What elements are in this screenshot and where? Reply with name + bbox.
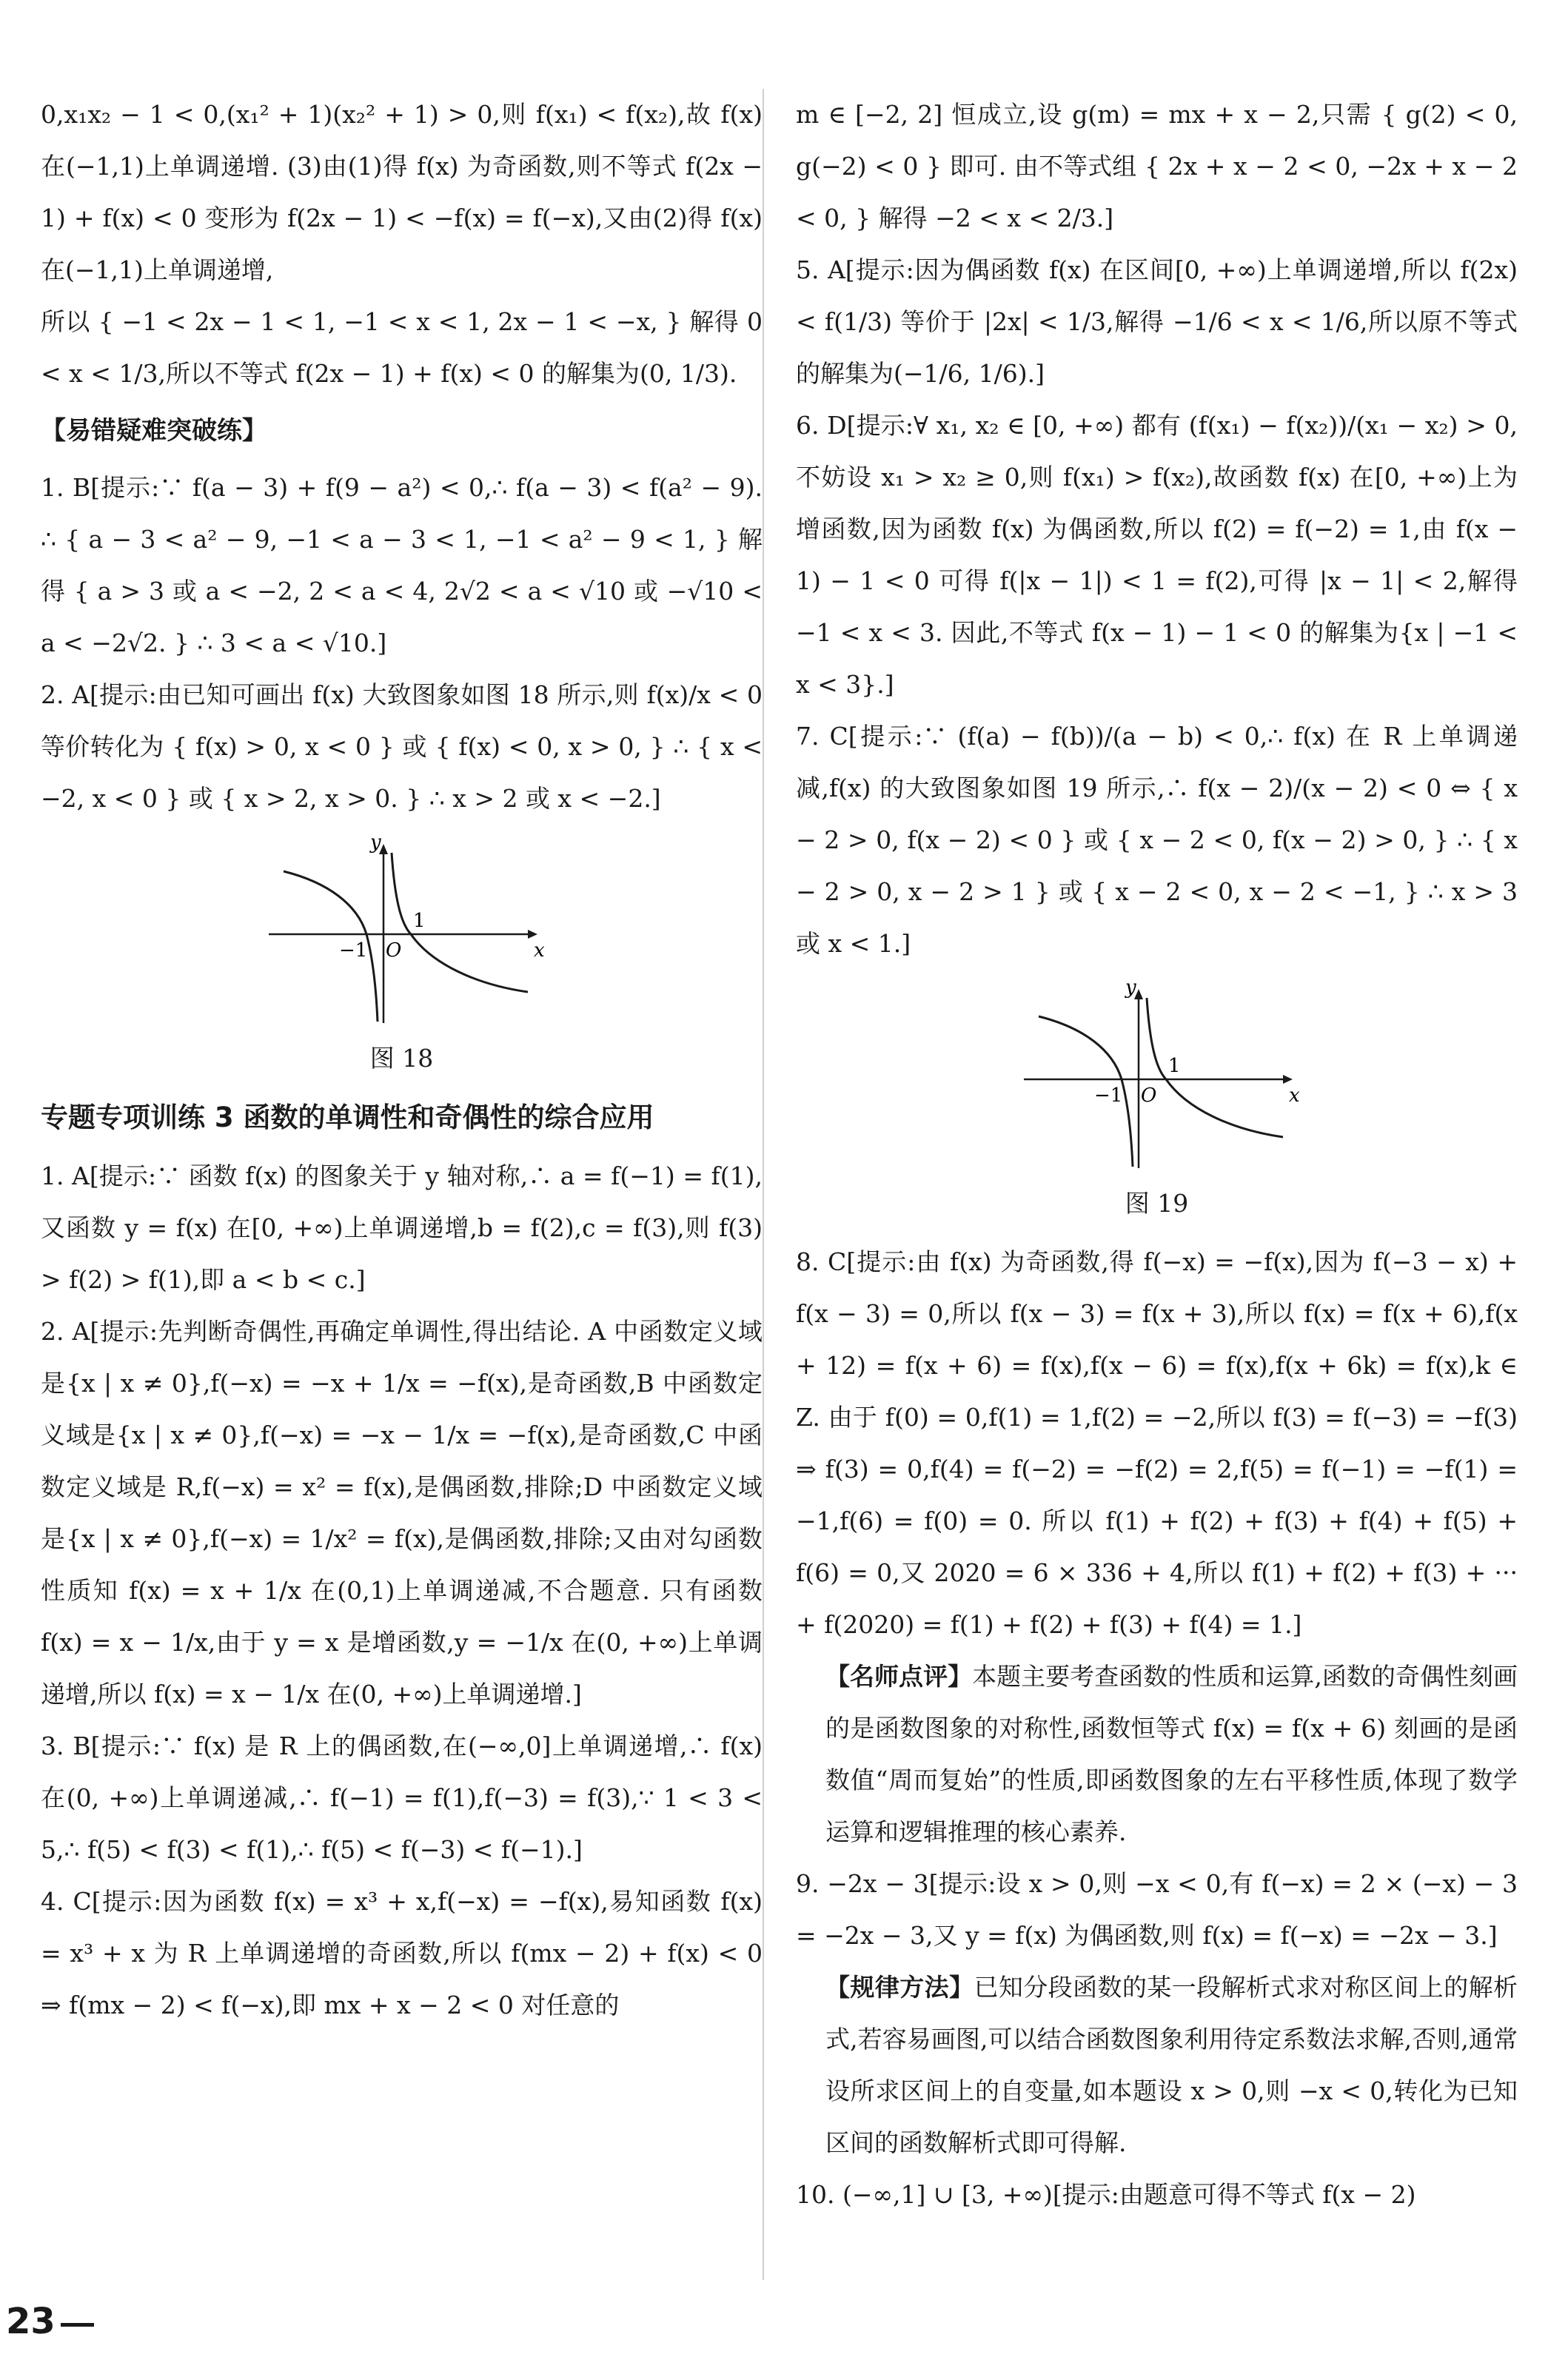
column-divider bbox=[763, 89, 764, 2280]
section-title-error-prone: 【易错疑难突破练】 bbox=[41, 416, 267, 446]
solution-conclusion-text: 所以 { −1 < 2x − 1 < 1, −1 < x < 1, 2x − 1 < −x, } 解得 0 < x < 1/3,所以不等式 f(2x − 1) + f(x) < 0 的解集为(0, 1/3). bbox=[41, 307, 763, 388]
method-note-tag: 【规律方法】 bbox=[825, 1973, 974, 2002]
neg-one-label: −1 bbox=[338, 939, 367, 962]
x-axis-arrow bbox=[1283, 1075, 1293, 1084]
figure-18-graph bbox=[254, 838, 550, 1030]
curve-right-branch bbox=[392, 853, 528, 992]
origin-label: O bbox=[1140, 1084, 1156, 1107]
training-item-7: 7. C[提示:∵ (f(a) − f(b))/(a − b) < 0,∴ f(x) 在 R 上单调递减,f(x) 的大致图象如图 19 所示,∴ f(x − 2)/(x − 2) < 0 ⇔ { x − 2 > 0, f(x − 2) < 0 } 或 { x − 2 < 0, f(x − 2) > 0, } ∴ { x − 2 > 0, x − 2 > 1 } 或 { x − 2 < 0, x − 2 < −1, } ∴ x > 3 或 x < 1.] bbox=[796, 722, 1518, 958]
x-axis-label: x bbox=[533, 939, 545, 962]
figure-19-caption: 图 19 bbox=[1125, 1189, 1189, 1218]
training-item-1: 1. A[提示:∵ 函数 f(x) 的图象关于 y 轴对称,∴ a = f(−1) = f(1),又函数 y = f(x) 在[0, +∞)上单调递增,b = f(2),c = f(3),则 f(3) > f(2) > f(1),即 a < b < c.] bbox=[41, 1161, 763, 1294]
pos-one-label: 1 bbox=[1167, 1055, 1181, 1077]
y-axis-label: y bbox=[369, 838, 381, 854]
left-column bbox=[41, 89, 763, 2031]
training-item-3: 3. B[提示:∵ f(x) 是 R 上的偶函数,在(−∞,0]上单调递增,∴ f(x) 在(0, +∞)上单调递减,∴ f(−1) = f(1),f(−3) = f(3),∵ 1 < 3 < 5,∴ f(5) < f(3) < f(1),∴ f(5) < f(−3) < f(−1).] bbox=[41, 1731, 763, 1864]
figure-18-caption: 图 18 bbox=[369, 1044, 434, 1073]
page-number: 23 bbox=[6, 2301, 56, 2342]
teacher-comment-tag: 【名师点评】 bbox=[825, 1662, 973, 1691]
training-item-6: 6. D[提示:∀ x₁, x₂ ∈ [0, +∞) 都有 (f(x₁) − f(x₂))/(x₁ − x₂) > 0,不妨设 x₁ > x₂ ≥ 0,则 f(x₁) > f(x₂),故函数 f(x) 在[0, +∞)上为增函数,因为函数 f(x) 为偶函数,所以 f(2) = f(−2) = 1,由 f(x − 1) − 1 < 0 可得 f(|x − 1|) < 1 = f(2),可得 |x − 1| < 2,解得 −1 < x < 3. 因此,不等式 f(x − 1) − 1 < 0 的解集为{x | −1 < x < 3}.] bbox=[796, 411, 1518, 699]
pos-one-label: 1 bbox=[412, 910, 426, 932]
right-column bbox=[796, 89, 1518, 2221]
method-note-text: 已知分段函数的某一段解析式求对称区间上的解析式,若容易画图,可以结合函数图象利用待定系数法求解,否则,通常设所求区间上的自变量,如本题设 x > 0,则 −x < 0,转化为已知区间的函数解析式即可得解. bbox=[825, 1973, 1518, 2157]
answer-item-1: 1. B[提示:∵ f(a − 3) + f(9 − a²) < 0,∴ f(a − 3) < f(a² − 9). ∴ { a − 3 < a² − 9, −1 < a − 3 < 1, −1 < a² − 9 < 1, } 解得 { a > 3 或 a < −2, 2 < a < 4, 2√2 < a < √10 或 −√10 < a < −2√2. } ∴ 3 < a < √10.] bbox=[41, 473, 763, 657]
x-axis-label: x bbox=[1288, 1084, 1300, 1107]
figure-19-graph bbox=[1009, 983, 1305, 1176]
training-item-9: 9. −2x − 3[提示:设 x > 0,则 −x < 0,有 f(−x) = 2 × (−x) − 3 = −2x − 3,又 y = f(x) 为偶函数,则 f(x) = f(−x) = −2x − 3.] bbox=[796, 1869, 1518, 1950]
training-item-8: 8. C[提示:由 f(x) 为奇函数,得 f(−x) = −f(x),因为 f(−3 − x) + f(x − 3) = 0,所以 f(x − 3) = f(x + 3),所以 f(x) = f(x + 6),f(x + 12) = f(x + 6) = f(x),f(x − 6) = f(x),f(x + 6k) = f(x),k ∈ Z. 由于 f(0) = 0,f(1) = 1,f(2) = −2,所以 f(3) = f(−3) = −f(3) ⇒ f(3) = 0,f(4) = f(−2) = −f(2) = 2,f(5) = f(−1) = −f(1) = −1,f(6) = f(0) = 0. 所以 f(1) + f(2) + f(3) + f(4) + f(5) + f(6) = 0,又 2020 = 6 × 336 + 4,所以 f(1) + f(2) + f(3) + ··· + f(2020) = f(1) + f(2) + f(3) + f(4) = 1.] bbox=[796, 1247, 1518, 1639]
teacher-comment bbox=[796, 1651, 1518, 1858]
x-axis-arrow bbox=[528, 930, 537, 939]
training-item-4: 4. C[提示:因为函数 f(x) = x³ + x,f(−x) = −f(x),易知函数 f(x) = x³ + x 为 R 上单调递增的奇函数,所以 f(mx − 2) + f(x) < 0 ⇒ f(mx − 2) < f(−x),即 mx + x − 2 < 0 对任意的 bbox=[41, 1887, 763, 2019]
teacher-comment-text: 本题主要考查函数的性质和运算,函数的奇偶性刻画的是函数图象的对称性,函数恒等式 f(x) = f(x + 6) 刻画的是函数值“周而复始”的性质,即函数图象的左右平移性质,体现了数学运算和逻辑推理的核心素养. bbox=[825, 1662, 1518, 1846]
figure-18 bbox=[254, 838, 550, 1030]
training-item-10: 10. (−∞,1] ∪ [3, +∞)[提示:由题意可得不等式 f(x − 2) bbox=[796, 2180, 1416, 2209]
figure-19 bbox=[1009, 983, 1305, 1176]
page-number-rule bbox=[61, 2323, 94, 2327]
curve-right-branch bbox=[1147, 998, 1283, 1137]
training-item-4-continued: m ∈ [−2, 2] 恒成立,设 g(m) = mx + x − 2,只需 { g(2) < 0, g(−2) < 0 } 即可. 由不等式组 { 2x + x − 2 < 0, −2x + x − 2 < 0, } 解得 −2 < x < 2/3.] bbox=[796, 100, 1518, 232]
training-item-2: 2. A[提示:先判断奇偶性,再确定单调性,得出结论. A 中函数定义域是{x | x ≠ 0},f(−x) = −x + 1/x = −f(x),是奇函数,B 中函数定义域是{x | x ≠ 0},f(−x) = −x − 1/x = −f(x),是奇函数,C 中函数定义域是 R,f(−x) = x² = f(x),是偶函数,排除;D 中函数定义域是{x | x ≠ 0},f(−x) = 1/x² = f(x),是偶函数,排除;又由对勾函数性质知 f(x) = x + 1/x 在(0,1)上单调递减,不合题意. 只有函数 f(x) = x − 1/x,由于 y = x 是增函数,y = −1/x 在(0, +∞)上单调递增,所以 f(x) = x − 1/x 在(0, +∞)上单调递增.] bbox=[41, 1317, 763, 1709]
method-note bbox=[796, 1962, 1518, 2169]
answer-item-2: 2. A[提示:由已知可画出 f(x) 大致图象如图 18 所示,则 f(x)/x < 0 等价转化为 { f(x) > 0, x < 0 } 或 { f(x) < 0, x > 0, } ∴ { x < −2, x < 0 } 或 { x > 2, x > 0. } ∴ x > 2 或 x < −2.] bbox=[41, 680, 763, 813]
training-item-5: 5. A[提示:因为偶函数 f(x) 在区间[0, +∞)上单调递增,所以 f(2x) < f(1/3) 等价于 |2x| < 1/3,解得 −1/6 < x < 1/6,所以原不等式的解集为(−1/6, 1/6).] bbox=[796, 255, 1518, 388]
section-title-special-training: 专题专项训练 3 函数的单调性和奇偶性的综合应用 bbox=[41, 1102, 654, 1133]
continued-solution-text: 0,x₁x₂ − 1 < 0,(x₁² + 1)(x₂² + 1) > 0,则 f(x₁) < f(x₂),故 f(x) 在(−1,1)上单调递增. (3)由(1)得 f(x) 为奇函数,则不等式 f(2x − 1) + f(x) < 0 变形为 f(2x − 1) < −f(x) = f(−x),又由(2)得 f(x) 在(−1,1)上单调递增, bbox=[41, 100, 763, 284]
y-axis-label: y bbox=[1125, 983, 1136, 999]
neg-one-label: −1 bbox=[1093, 1084, 1122, 1107]
origin-label: O bbox=[385, 939, 401, 962]
